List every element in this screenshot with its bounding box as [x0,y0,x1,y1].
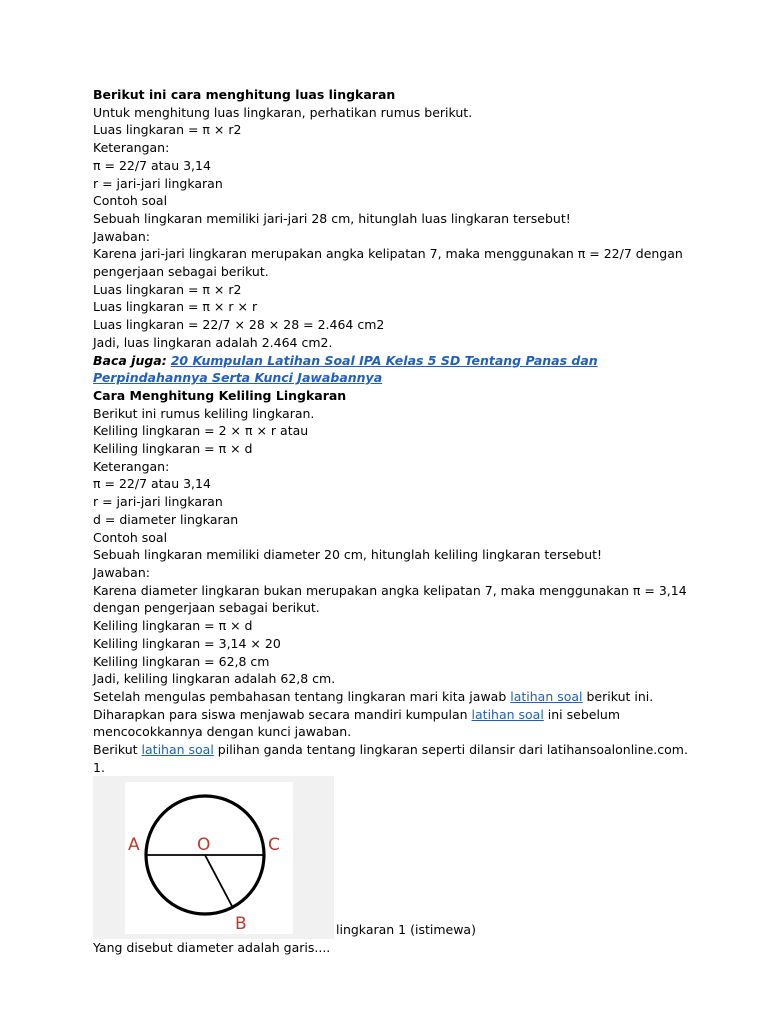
d-definition: d = diameter lingkaran [93,511,239,527]
heading-luas: Berikut ini cara menghitung luas lingkaran [93,87,396,102]
pi-definition-2: π = 22/7 atau 3,14 [93,476,211,492]
label-o: O [197,835,211,856]
answer-conclusion: Jadi, luas lingkaran adalah 2.464 cm2. [93,334,333,350]
latihan-soal-link-3[interactable]: latihan soal [141,742,214,758]
keterangan-label-2: Keterangan: [93,458,170,474]
heading-keliling: Cara Menghitung Keliling Lingkaran [93,387,347,403]
closing-text: Setelah mengulas pembahasan tentang lingkaran mari kita jawab [93,688,511,704]
example-question: Sebuah lingkaran memiliki jari-jari 28 cm, hitunglah luas lingkaran tersebut! [93,210,571,226]
answer-step-2-3: Keliling lingkaran = 62,8 cm [93,653,270,669]
label-b: B [235,914,247,935]
closing-paragraph-1 [93,688,693,706]
keterangan-label: Keterangan: [93,140,170,156]
formula-luas: Luas lingkaran = π × r2 [93,122,242,138]
circle-diagram [93,776,334,939]
document-page [93,86,693,957]
label-a: A [128,835,140,856]
example-label-2: Contoh soal [93,529,168,545]
answer-step-3: Luas lingkaran = 22/7 × 28 × 28 = 2.464 cm2 [93,317,385,333]
answer-step-1: Luas lingkaran = π × r2 [93,281,242,297]
circle-figure [93,776,334,939]
formula-keliling-1: Keliling lingkaran = 2 × π × r atau [93,423,309,439]
example-question-2: Sebuah lingkaran memiliki diameter 20 cm, hitunglah keliling lingkaran tersebut! [93,547,603,563]
answer-step-2-2: Keliling lingkaran = 3,14 × 20 [93,635,281,651]
r-definition: r = jari-jari lingkaran [93,175,223,191]
figure-white-area [125,782,293,934]
figure-row [93,776,693,939]
figure-caption: lingkaran 1 (istimewa) [336,921,476,937]
closing-paragraph-3 [93,741,693,759]
r-definition-2: r = jari-jari lingkaran [93,494,223,510]
baca-juga-label: Baca juga: [93,352,167,368]
answer-text: Karena jari-jari lingkaran merupakan angka kelipatan 7, maka menggunakan π = 22/7 dengan pengerjaan sebagai berikut. [93,246,683,280]
closing-text: Diharapkan para siswa menjawab secara mandiri kumpulan [93,706,472,722]
example-label: Contoh soal [93,193,168,209]
answer-conclusion-2: Jadi, keliling lingkaran adalah 62,8 cm. [93,671,336,687]
closing-text: pilihan ganda tentang lingkaran seperti dilansir dari latihansoalonline.com. [213,742,688,758]
baca-juga-link[interactable]: 20 Kumpulan Latihan Soal IPA Kelas 5 SD Tentang Panas dan Perpindahannya Serta Kunci Jawabannya [93,352,598,386]
label-c: C [268,835,280,856]
answer-label: Jawaban: [93,228,150,244]
intro-keliling: Berikut ini rumus keliling lingkaran. [93,405,315,421]
formula-keliling-2: Keliling lingkaran = π × d [93,441,253,457]
pi-definition: π = 22/7 atau 3,14 [93,157,211,173]
answer-step-2-1: Keliling lingkaran = π × d [93,618,253,634]
latihan-soal-link-2[interactable]: latihan soal [471,706,544,722]
intro-luas: Untuk menghitung luas lingkaran, perhatikan rumus berikut. [93,104,473,120]
answer-step-2: Luas lingkaran = π × r × r [93,299,258,315]
latihan-soal-link-1[interactable]: latihan soal [510,688,583,704]
answer-label-2: Jawaban: [93,564,150,580]
closing-text: Berikut [93,742,142,758]
baca-juga [93,352,693,387]
answer-text-2: Karena diameter lingkaran bukan merupakan angka kelipatan 7, maka menggunakan π = 3,14 dengan pengerjaan sebagai berikut. [93,582,687,616]
question-number: 1. [93,759,105,775]
question-text: Yang disebut diameter adalah garis.... [93,940,331,956]
closing-paragraph-2 [93,706,693,741]
closing-text: berikut ini. [582,688,654,704]
closing-text: ini sebelum mencocokkannya dengan kunci jawaban. [93,706,621,740]
